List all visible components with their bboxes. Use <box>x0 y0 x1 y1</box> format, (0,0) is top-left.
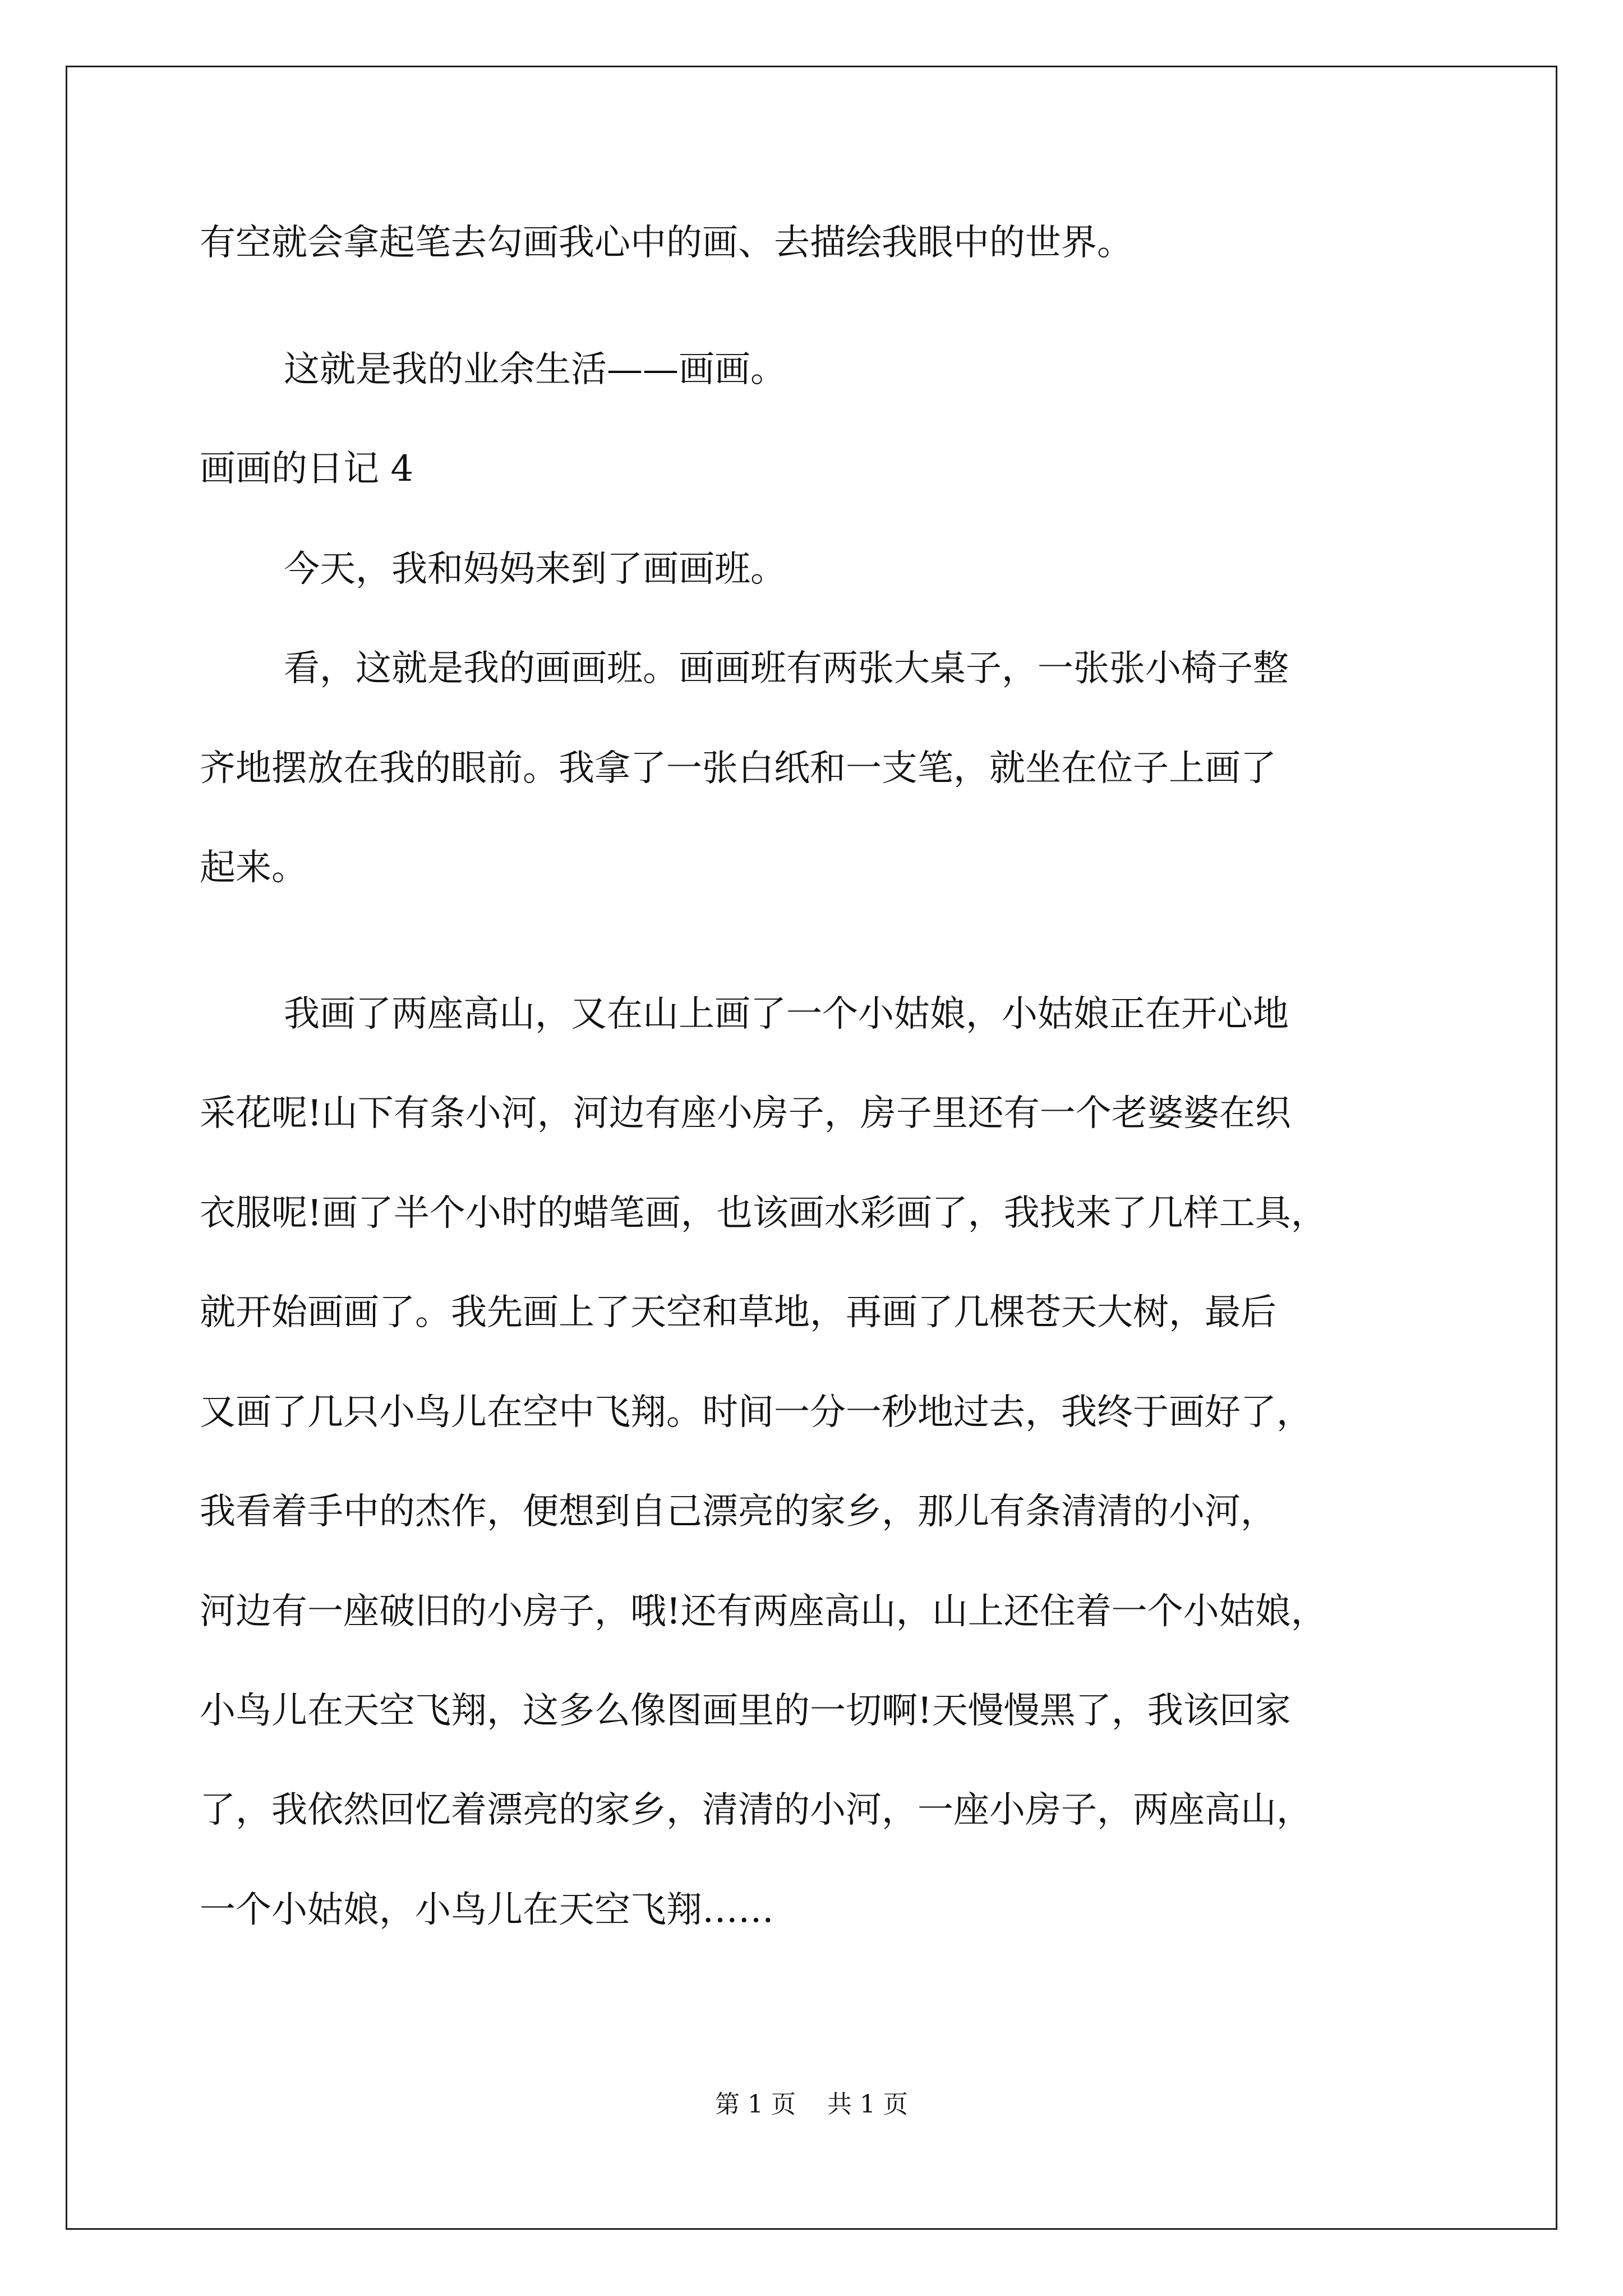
paragraph-line: 就开始画画了。我先画上了天空和草地，再画了几棵苍天大树，最后 <box>200 1292 1276 1333</box>
paragraph-line: 今天，我和妈妈来到了画画班。 <box>284 549 786 590</box>
paragraph-line: 齐地摆放在我的眼前。我拿了一张白纸和一支笔，就坐在位子上画了 <box>200 748 1276 789</box>
paragraph-line: 我画了两座高山，又在山上画了一个小姑娘，小姑娘正在开心地 <box>284 993 1289 1035</box>
paragraph-line: 看，这就是我的画画班。画画班有两张大桌子，一张张小椅子整 <box>284 648 1289 689</box>
section-heading: 画画的日记 4 <box>200 448 414 490</box>
paragraph-line: 河边有一座破旧的小房子，哦!还有两座高山，山上还住着一个小姑娘， <box>200 1591 1327 1632</box>
paragraph-line: 有空就会拿起笔去勾画我心中的画、去描绘我眼中的世界。 <box>200 222 1133 264</box>
paragraph-line: 这就是我的业余生活——画画。 <box>284 349 786 390</box>
paragraph-line: 起来。 <box>200 847 307 889</box>
paragraph-line: 一个小姑娘，小鸟儿在天空飞翔…… <box>200 1889 774 1931</box>
paragraph-line: 小鸟儿在天空飞翔，这多么像图画里的一切啊!天慢慢黑了，我该回家 <box>200 1690 1291 1732</box>
paragraph-line: 采花呢!山下有条小河，河边有座小房子，房子里还有一个老婆婆在织 <box>200 1093 1291 1134</box>
page-number-footer: 第 1 页 共 1 页 <box>715 2090 908 2119</box>
paragraph-line: 我看着手中的杰作，便想到自己漂亮的家乡，那儿有条清清的小河， <box>200 1491 1276 1533</box>
paragraph-line: 衣服呢!画了半个小时的蜡笔画，也该画水彩画了，我找来了几样工具， <box>200 1193 1327 1234</box>
paragraph-line: 又画了几只小鸟儿在空中飞翔。时间一分一秒地过去，我终于画好了， <box>200 1392 1312 1433</box>
paragraph-line: 了，我依然回忆着漂亮的家乡，清清的小河，一座小房子，两座高山， <box>200 1789 1312 1831</box>
